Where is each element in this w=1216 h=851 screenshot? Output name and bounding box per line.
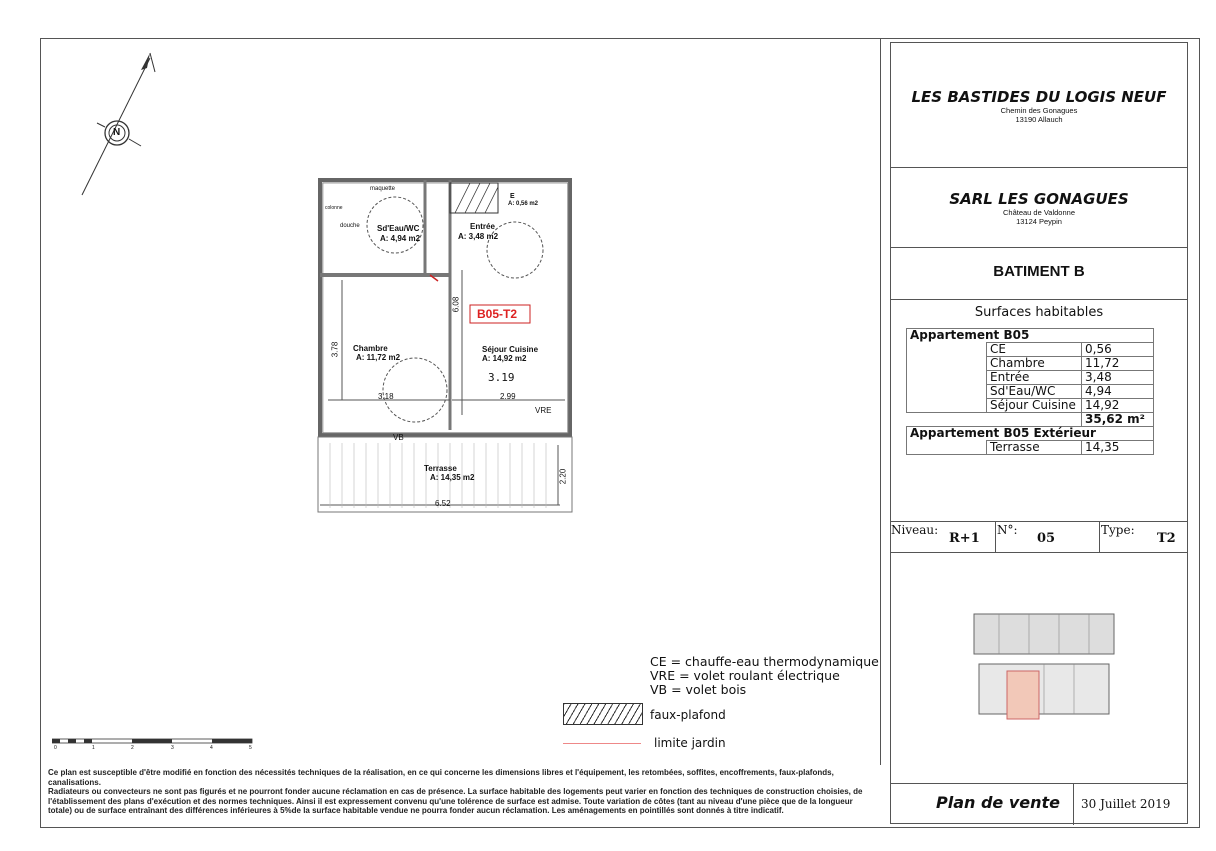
note-line: Radiateurs ou convecteurs ne sont pas figurés et ne pourront fonder aucune réclamation en cas de présence. La surface habitable des logements peut varier en fonction des techniques de construction choisies, de l'établissement des plans d'exécution et des normes techniques. Ainsi il est expressement convenu qu'une tolérence de surface est admise. Toute variation de côtes (tant au niveau d'une pièce que de la longueur totale) ou de surface entraînant des différences inférieures à 5%de la surface habitable vendue ne pourra fonder aucun réclamation. Les aménagements en pointillés sont donnés à titre indicatif. <box>48 787 863 815</box>
table-row <box>907 343 1154 357</box>
maquette-label: maquette <box>370 186 396 192</box>
ceiling-height: 3.19 <box>488 371 515 384</box>
project-address-1: Chemin des Gonagues <box>1000 106 1078 115</box>
room-name: Chambre <box>353 344 388 353</box>
type-value: T2 <box>1157 531 1176 546</box>
room-name: Terrasse <box>424 464 457 473</box>
surface-value: 14,35 <box>1082 441 1154 455</box>
room-area: A: 4,94 m2 <box>380 234 421 243</box>
surface-value: 14,92 <box>1082 399 1154 413</box>
scale-tick: 0 <box>54 745 57 751</box>
developer-address-2: 13124 Peypin <box>1016 217 1062 226</box>
surfaces-heading: Surfaces habitables <box>974 305 1104 320</box>
room-area: A: 3,48 m2 <box>458 232 499 241</box>
vb-label: VB <box>393 433 404 442</box>
exterior-label: Appartement B05 Extérieur <box>907 427 1154 441</box>
project-name: LES BASTIDES DU LOGIS NEUF <box>911 88 1167 106</box>
dim-label: 6.08 <box>451 296 461 313</box>
numero-label: N°: <box>997 523 1018 537</box>
disclaimer-notes <box>48 768 868 816</box>
scale-bar <box>52 738 262 752</box>
key-plan <box>969 609 1119 724</box>
developer-name: SARL LES GONAGUES <box>949 190 1129 208</box>
surface-name: Chambre <box>987 357 1082 371</box>
dim-label: 3.78 <box>330 341 340 358</box>
faux-plafond-swatch <box>563 703 643 725</box>
legend-vre: VRE = volet roulant électrique <box>650 668 840 683</box>
niveau-value: R+1 <box>949 531 980 546</box>
surface-total: 35,62 m² <box>1082 413 1154 427</box>
legend-limite-jardin: limite jardin <box>654 736 726 750</box>
dim-label: 2.99 <box>500 392 516 401</box>
surface-name: Entrée <box>987 371 1082 385</box>
room-name: E <box>510 193 515 200</box>
colonne-label: colonne <box>325 205 343 211</box>
scale-tick: 5 <box>249 745 252 751</box>
surface-value: 4,94 <box>1082 385 1154 399</box>
room-area: A: 14,92 m2 <box>482 354 527 363</box>
surface-name: Séjour Cuisine <box>987 399 1082 413</box>
note-line: Ce plan est susceptible d'être modifié en fonction des nécessités techniques de la réalisation, en ce qui concerne les dimensions libres et l'équipement, les retombées, soffites, encoffrements, faux-plafonds, canalisations. <box>48 768 834 787</box>
total-row <box>907 413 1154 427</box>
legend-faux-plafond: faux-plafond <box>650 708 726 722</box>
plan-date: 30 Juillet 2019 <box>1081 797 1171 811</box>
surface-value: 0,56 <box>1082 343 1154 357</box>
north-arrow-icon <box>75 50 175 200</box>
type-label: Type: <box>1101 523 1135 537</box>
room-name: Sd'Eau/WC <box>377 224 420 233</box>
douche-label: douche <box>340 223 360 229</box>
table-row <box>907 441 1154 455</box>
project-box <box>891 43 1187 168</box>
dim-label: 2.20 <box>558 468 568 485</box>
surface-name: Terrasse <box>987 441 1082 455</box>
scale-tick: 3 <box>171 745 174 751</box>
scale-tick: 1 <box>92 745 95 751</box>
numero-value: 05 <box>1037 531 1056 546</box>
developer-box <box>891 168 1187 248</box>
surfaces-table <box>906 328 1154 455</box>
room-area: A: 14,35 m2 <box>430 473 475 482</box>
scale-tick: 4 <box>210 745 213 751</box>
north-label: N <box>113 127 121 138</box>
room-area: A: 0,56 m2 <box>508 201 539 207</box>
scale-tick: 2 <box>131 745 134 751</box>
limite-jardin-swatch <box>563 743 641 744</box>
unit-tag: B05-T2 <box>477 307 518 321</box>
project-address-2: 13190 Allauch <box>1015 115 1063 124</box>
room-name: Séjour Cuisine <box>482 345 539 354</box>
vre-label: VRE <box>535 406 552 415</box>
legend-ce: CE = chauffe-eau thermodynamique <box>650 654 879 669</box>
dim-label: 6.52 <box>435 499 451 508</box>
building-label: BATIMENT B <box>891 248 1187 300</box>
surface-name: Sd'Eau/WC <box>987 385 1082 399</box>
surface-value: 11,72 <box>1082 357 1154 371</box>
legend <box>650 655 879 697</box>
surface-name: CE <box>987 343 1082 357</box>
apartment-label: Appartement B05 <box>907 329 1154 343</box>
room-area: A: 11,72 m2 <box>356 353 401 362</box>
surface-value: 3,48 <box>1082 371 1154 385</box>
plan-title: Plan de vente <box>936 793 1061 812</box>
room-name: Entrée <box>470 222 495 231</box>
niveau-label: Niveau: <box>891 523 939 537</box>
dim-label: 3.18 <box>378 392 394 401</box>
legend-vb: VB = volet bois <box>650 682 747 697</box>
developer-address-1: Château de Valdonne <box>1002 208 1075 217</box>
